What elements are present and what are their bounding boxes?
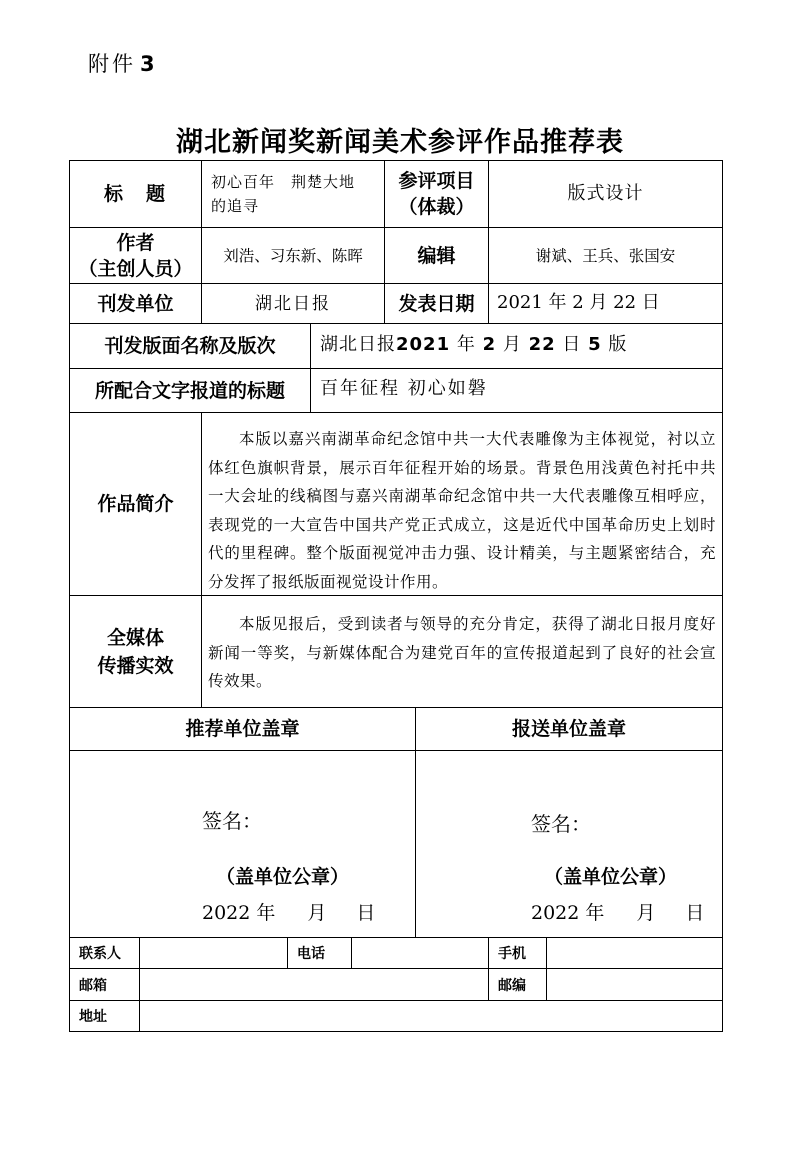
submit-seal-header: 报送单位盖章 — [511, 718, 626, 740]
attachment-label — [88, 48, 158, 78]
layout-month-unit: 月 — [502, 334, 522, 355]
phone-field[interactable] — [352, 938, 488, 968]
layout-name-value — [320, 333, 627, 357]
recommend-date-year: 2022 年 — [202, 902, 276, 924]
editor-value: 谢斌、王兵、张国安 — [535, 246, 676, 265]
page-title: 湖北新闻奖新闻美术参评作品推荐表 — [176, 127, 624, 158]
address-label: 地址 — [79, 1009, 107, 1025]
recommend-sign-label: 签名： — [202, 809, 262, 833]
publish-date-value: 2021 年 2 月 22 日 — [497, 292, 660, 313]
intro-label: 作品简介 — [97, 493, 174, 515]
postcode-field[interactable] — [547, 969, 722, 1000]
related-report-value: 百年征程 初心如磐 — [320, 378, 488, 399]
submit-seal-area — [416, 751, 722, 937]
publisher-value: 湖北日报 — [255, 293, 331, 314]
publisher-label: 刊发单位 — [97, 292, 174, 315]
contact-person-field[interactable] — [140, 938, 287, 968]
email-field[interactable] — [140, 969, 488, 1000]
title-value — [211, 170, 381, 218]
publish-date-label: 发表日期 — [398, 292, 475, 315]
recommend-seal-area — [70, 751, 415, 937]
address-field[interactable] — [140, 1001, 722, 1031]
category-label — [385, 161, 488, 227]
submit-date-day: 日 — [685, 902, 705, 924]
category-value: 版式设计 — [567, 183, 644, 204]
intro-text: 本版以嘉兴南湖革命纪念馆中共一大代表雕像为主体视觉，衬以立体红色旗帜背景，展示百年征程开始的场景。背景色用浅黄色衬托中共一大会址的线稿图与嘉兴南湖革命纪念馆中共一大代表雕像互相呼应，表现党的一大宣告中国共产党正式成立，这是近代中国革命历史上划时代的里程碑。整个版面视觉冲击力强、设计精美，与主题紧密结合，充分发挥了报纸版面视觉设计作用。 — [208, 430, 716, 591]
recommend-date-month: 月 — [307, 902, 327, 924]
recommend-date-day: 日 — [356, 902, 376, 924]
category-label-line2: （体裁） — [398, 196, 475, 218]
author-value: 刘浩、习东新、陈晖 — [223, 246, 363, 265]
submit-date-month: 月 — [636, 902, 656, 924]
author-label — [70, 228, 201, 283]
mobile-label: 手机 — [498, 946, 526, 962]
submit-date-year: 2022 年 — [531, 902, 605, 924]
submit-stamp-label: （盖单位公章） — [544, 866, 678, 888]
title-label: 标 题 — [103, 183, 167, 205]
submit-sign-label: 签名： — [531, 812, 591, 836]
recommend-date — [202, 898, 375, 925]
postcode-label: 邮编 — [498, 977, 526, 994]
layout-page-unit: 版 — [608, 334, 628, 355]
title-value-line1: 初心百年 荆楚大地 — [211, 173, 356, 191]
contact-person-label: 联系人 — [79, 946, 121, 962]
effect-text: 本版见报后，受到读者与领导的充分肯定，获得了湖北日报月度好新闻一等奖，与新媒体配合为建党百年的宣传报道起到了良好的社会宣传效果。 — [208, 615, 716, 690]
submit-date — [531, 898, 704, 925]
layout-paper: 湖北日报 — [320, 334, 396, 355]
recommend-seal-header: 推荐单位盖章 — [185, 718, 300, 740]
email-label: 邮箱 — [79, 977, 107, 994]
layout-day-unit: 日 — [562, 334, 582, 355]
layout-year: 2021 — [396, 334, 451, 355]
phone-label: 电话 — [297, 946, 325, 962]
effect-label — [70, 596, 201, 707]
layout-page: 5 — [588, 334, 602, 355]
editor-label: 编辑 — [417, 244, 456, 267]
related-report-label: 所配合文字报道的标题 — [94, 379, 285, 402]
layout-year-unit: 年 — [456, 334, 476, 355]
author-label-line2: （主创人员） — [78, 257, 193, 280]
layout-day: 22 — [528, 334, 556, 355]
effect-label-line1: 全媒体 — [106, 626, 164, 649]
mobile-field[interactable] — [547, 938, 722, 968]
category-label-line1: 参评项目 — [398, 170, 475, 192]
attachment-text: 附件 — [88, 52, 136, 76]
recommend-stamp-label: （盖单位公章） — [216, 866, 350, 888]
effect-label-line2: 传播实效 — [97, 654, 174, 677]
title-value-line2: 的追寻 — [211, 197, 260, 215]
layout-name-label: 刊发版面名称及版次 — [104, 335, 276, 357]
attachment-number: 3 — [140, 52, 158, 76]
author-label-line1: 作者 — [116, 231, 155, 254]
layout-month: 2 — [482, 334, 497, 355]
